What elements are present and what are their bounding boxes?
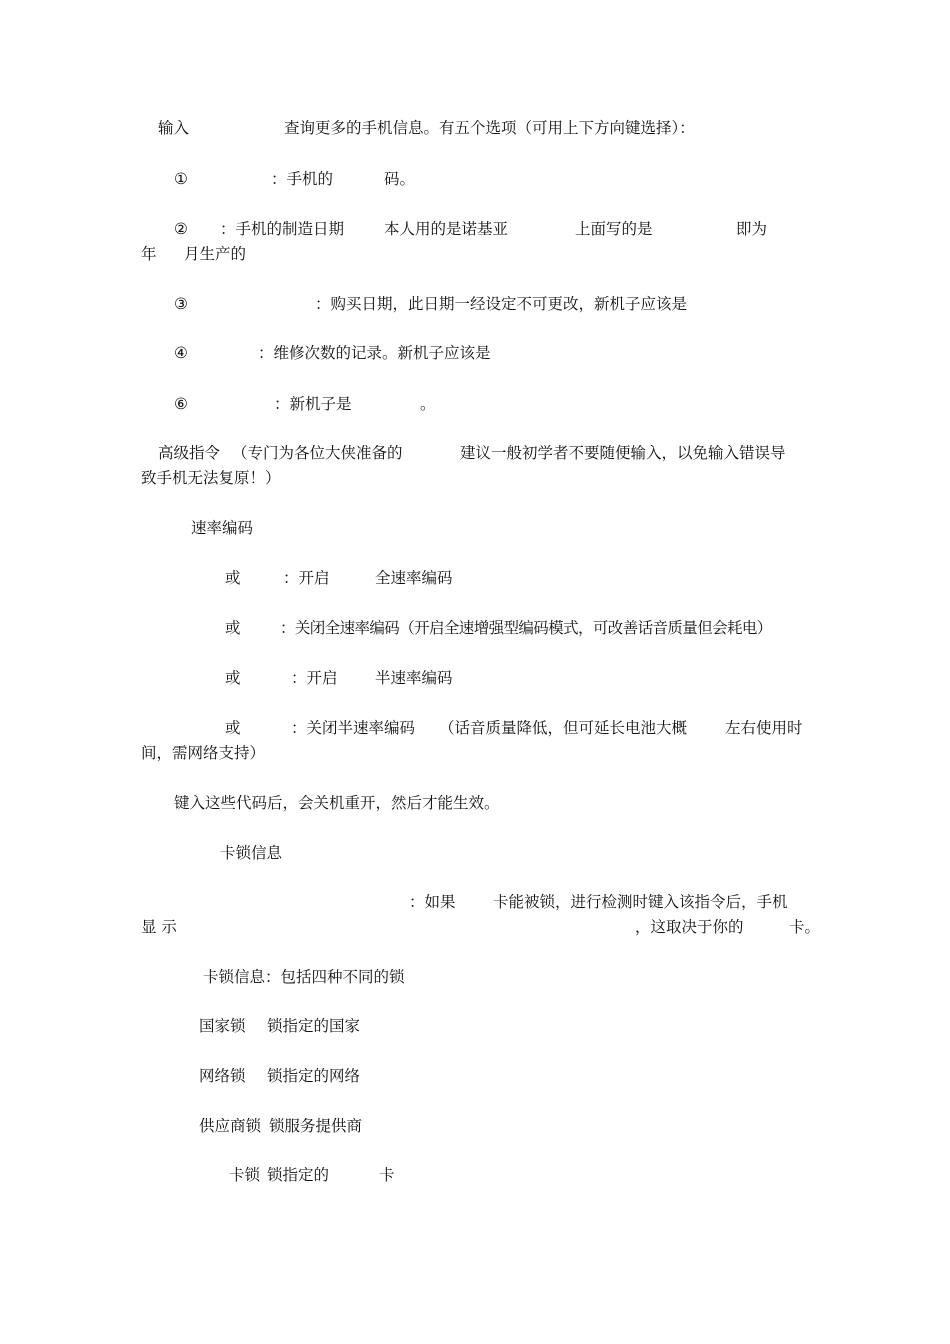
text-segment: ：手机的 [271,170,334,188]
heading-text: 卡锁信息 [220,844,283,862]
text-segment: 月生产的 [184,245,247,263]
text-segment: ：新机子是 [274,395,352,413]
text-segment: 键入这些代码后，会关机重开，然后才能生效。 [174,794,500,812]
text-segment: 或 [225,569,241,587]
text-segment: ：开启 [283,569,330,587]
text-segment: ：购买日期，此日期一经设定不可更改，新机子应该是 [315,295,688,313]
text-segment: 年 [141,245,157,263]
text-segment: 输入 [158,119,190,137]
text-segment: 卡锁信息：包括四种不同的锁 [203,968,405,986]
text-segment: 或 [225,669,241,687]
text-segment: ：关闭半速率编码 [291,719,416,737]
text-segment: 锁服务提供商 [269,1117,363,1135]
text-segment: 查询更多的手机信息。有五个选项（可用上下方向键选择）： [284,119,695,137]
text-segment: 半速率编码 [375,669,453,687]
text-segment: ：手机的制造日期 [220,220,345,238]
text-segment: 间，需网络支持） [141,744,266,762]
heading-text: 速率编码 [191,519,254,537]
text-segment: （专门为各位大侠准备的 [232,444,403,462]
list-marker: ④ [174,344,188,362]
text-segment: 锁指定的 [267,1166,330,1184]
text-segment: 全速率编码 [375,569,453,587]
text-segment: （话音质量降低，但可延长电池大概 [439,719,688,737]
text-segment: ：开启 [291,669,338,687]
list-marker: ⑥ [174,395,188,413]
text-segment: 卡。 [789,918,821,936]
text-segment: 建议一般初学者不要随便输入，以免输入错误导 [460,444,786,462]
text-segment: 即为 [736,220,768,238]
text-segment: ：关闭全速率编码（开启全速增强型编码模式，可改善话音质量但会耗电） [280,619,772,637]
text-segment: ：维修次数的记录。新机子应该是 [258,344,491,362]
text-segment: 本人用的是诺基亚 [384,220,509,238]
list-marker: ② [174,220,188,238]
text-segment: 网络锁 [199,1067,246,1085]
text-segment: 卡 [379,1166,395,1184]
text-segment: 国家锁 [199,1017,246,1035]
text-segment: 或 [225,619,241,637]
text-segment: 锁指定的网络 [267,1067,361,1085]
text-segment: ：如果 [409,893,456,911]
text-segment: ，这取决于你的 [635,918,744,936]
text-segment: 。 [420,395,436,413]
text-segment: 供应商锁 [199,1117,262,1135]
text-segment: 码。 [384,170,416,188]
text-segment: 显 示 [141,918,177,936]
text-segment: 高级指令 [158,444,221,462]
text-segment: 或 [225,719,241,737]
list-marker: ① [174,170,188,188]
text-segment: 左右使用时 [725,719,803,737]
text-segment: 卡锁 [229,1166,261,1184]
list-marker: ③ [174,295,188,313]
text-segment: 锁指定的国家 [267,1017,361,1035]
text-segment: 卡能被锁，进行检测时键入该指令后，手机 [493,893,788,911]
text-segment: 上面写的是 [575,220,653,238]
text-segment: 致手机无法复原！） [141,469,281,487]
